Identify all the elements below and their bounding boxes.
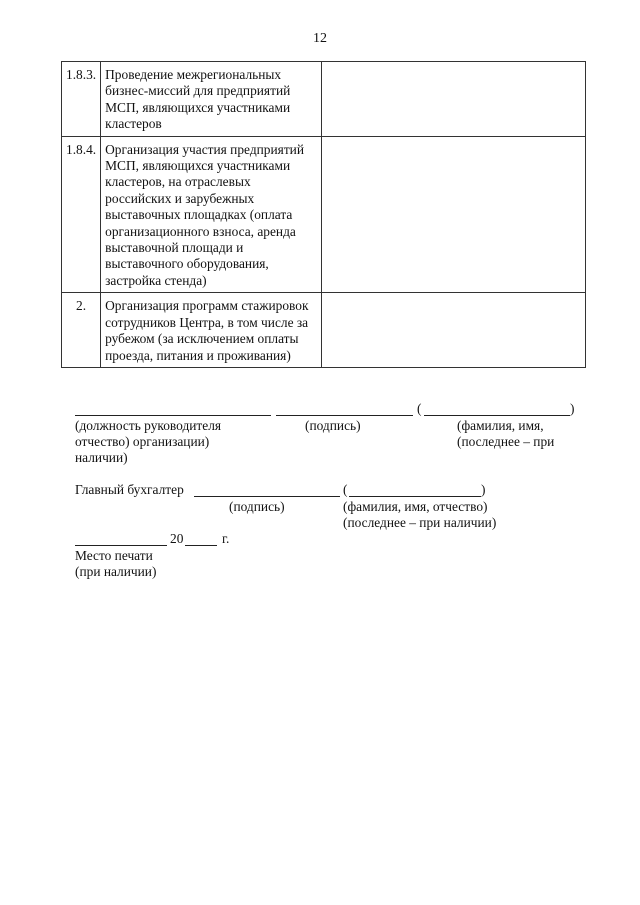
head-name-close-paren: )	[570, 401, 575, 416]
accountant-title: Главный бухгалтер	[75, 482, 184, 497]
accountant-name-label: (фамилия, имя, отчество)	[343, 499, 488, 514]
stamp-label: Место печати	[75, 548, 153, 563]
date-year-prefix: 20	[170, 531, 184, 546]
head-name-label-2: (последнее – при	[457, 434, 555, 449]
row-description: Проведение межрегиональных бизнес-миссий для предприятий МСП, являющихся участниками кластеров	[101, 62, 322, 137]
row-value-cell	[322, 62, 586, 137]
row-description: Организация участия предприятий МСП, являющихся участниками кластеров, на отраслевых российских и зарубежных выставочных площадках (оплата организационного взноса, аренда выставочной площади и выставочного оборудования, застройка стенда)	[101, 136, 322, 293]
accountant-name-close-paren: )	[481, 482, 486, 497]
head-position-line	[75, 415, 271, 416]
head-signature-line	[276, 415, 413, 416]
head-position-label-3: наличии)	[75, 450, 128, 465]
date-line	[75, 545, 167, 546]
stamp-note: (при наличии)	[75, 564, 157, 579]
head-name-label: (фамилия, имя,	[457, 418, 544, 433]
date-year-line	[185, 545, 217, 546]
page-number: 12	[313, 31, 327, 46]
row-number: 1.8.4.	[62, 136, 101, 293]
row-value-cell	[322, 136, 586, 293]
head-position-label-2: отчество) организации)	[75, 434, 210, 449]
accountant-name-open-paren: (	[343, 482, 348, 497]
table-row	[62, 62, 586, 137]
accountant-name-line	[349, 496, 481, 497]
head-position-label: (должность руководителя	[75, 418, 222, 433]
accountant-name-label-2: (последнее – при наличии)	[343, 515, 497, 530]
accountant-signature-label: (подпись)	[229, 499, 285, 514]
accountant-signature-line	[194, 496, 340, 497]
plan-table	[61, 61, 586, 368]
head-name-open-paren: (	[417, 401, 422, 416]
date-year-suffix: г.	[222, 531, 230, 546]
head-name-line	[424, 415, 570, 416]
table-row	[62, 136, 586, 293]
row-description: Организация программ стажировок сотрудников Центра, в том числе за рубежом (за исключением оплаты проезда, питания и проживания)	[101, 293, 322, 368]
head-signature-label: (подпись)	[305, 418, 361, 433]
row-number: 2.	[62, 293, 101, 368]
table-row	[62, 293, 586, 368]
row-value-cell	[322, 293, 586, 368]
row-number: 1.8.3.	[62, 62, 101, 137]
